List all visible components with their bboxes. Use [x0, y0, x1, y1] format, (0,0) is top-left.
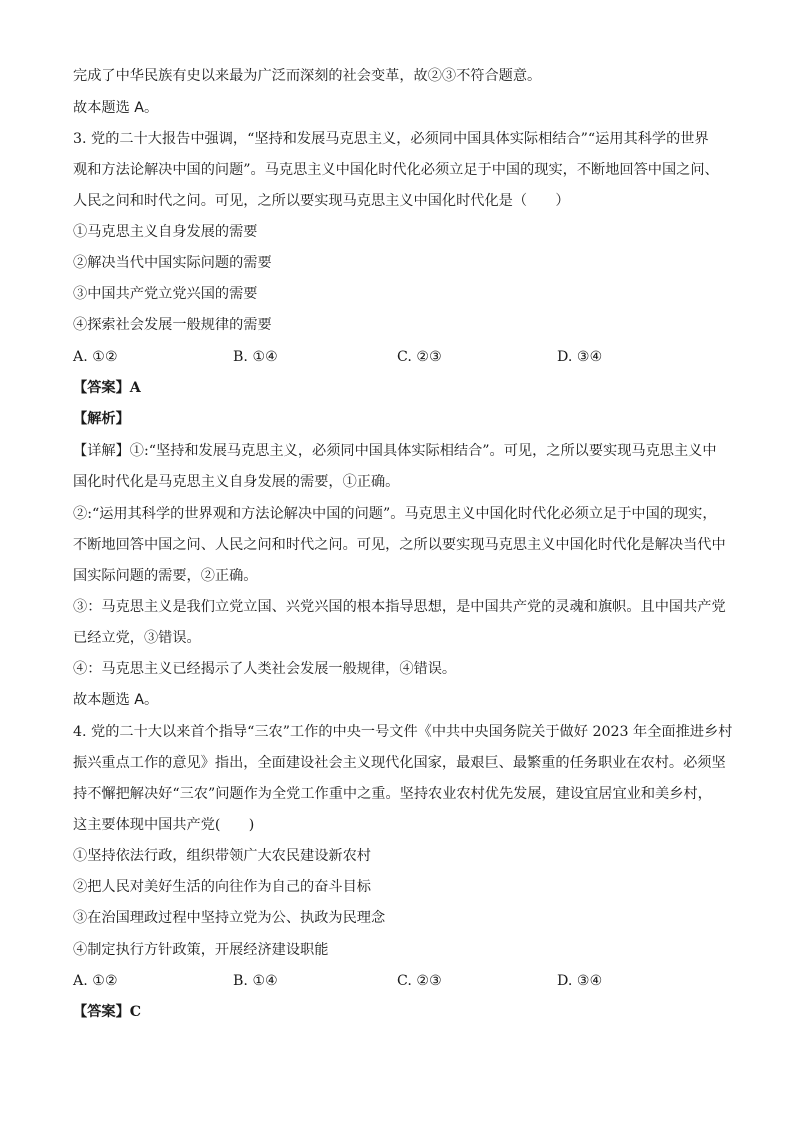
analysis-text: ④：马克思主义已经揭示了人类社会发展一般规律，④错误。: [73, 661, 457, 677]
question-3-item: ①马克思主义自身发展的需要: [73, 224, 258, 240]
question-3-option-b: B. ①④: [233, 349, 278, 365]
analysis-label: 【解析】: [73, 411, 130, 427]
question-4-stem: 振兴重点工作的意见》指出，全面建设社会主义现代化国家，最艰巨、最繁重的任务职业在农村。必须坚: [73, 755, 726, 771]
question-3-option-d: D. ③④: [557, 349, 603, 365]
analysis-text: 不断地回答中国之问、人民之问和时代之问。可见，之所以要实现马克思主义中国化时代化是解决当代中: [73, 537, 726, 553]
conclusion-line: 故本题选 A。: [73, 692, 159, 708]
text-line: 完成了中华民族有史以来最为广泛而深刻的社会变革，故②③不符合题意。: [73, 68, 542, 84]
question-4-item: ①坚持依法行政，组织带领广大农民建设新农村: [73, 848, 371, 864]
question-3-item: ③中国共产党立党兴国的需要: [73, 286, 258, 302]
question-4-stem: 持不懈把解决好“三农”问题作为全党工作重中之重。坚持农业农村优先发展，建设宜居宜业和美乡村，: [73, 786, 712, 802]
analysis-text: ③：马克思主义是我们立党立国、兴党兴国的根本指导思想，是中国共产党的灵魂和旗帜。且中国共产党: [73, 599, 726, 615]
analysis-text: 国化时代化是马克思主义自身发展的需要，①正确。: [73, 474, 400, 490]
question-3-stem: 人民之问和时代之问。可见，之所以要实现马克思主义中国化时代化是（ ）: [73, 193, 570, 209]
answer-label: 【答案】C: [73, 1004, 142, 1020]
question-4-item: ②把人民对美好生活的向往作为自己的奋斗目标: [73, 879, 371, 895]
answer-label: 【答案】A: [73, 380, 141, 396]
analysis-text: 【详解】①:“坚持和发展马克思主义，必须同中国具体实际相结合”。可见，之所以要实现马克思主义中: [73, 443, 717, 459]
question-4-option-c: C. ②③: [397, 973, 442, 989]
question-3-item: ④探索社会发展一般规律的需要: [73, 317, 272, 333]
analysis-text: ②:“运用其科学的世界观和方法论解决中国的问题”。马克思主义中国化时代化必须立足于中国的现实，: [73, 506, 717, 522]
question-4-option-a: A. ①②: [73, 973, 118, 989]
question-3-stem: 3. 党的二十大报告中强调，“坚持和发展马克思主义，必须同中国具体实际相结合”“运用其科学的世界: [73, 131, 709, 147]
question-4-stem: 这主要体现中国共产党( ): [73, 817, 255, 833]
conclusion-line: 故本题选 A。: [73, 100, 159, 116]
question-3-option-a: A. ①②: [73, 349, 118, 365]
question-4-option-b: B. ①④: [233, 973, 278, 989]
question-4-stem: 4. 党的二十大以来首个指导“三农”工作的中央一号文件《中共中央国务院关于做好 2023 年全面推进乡村: [73, 724, 733, 740]
question-4-item: ③在治国理政过程中坚持立党为公、执政为民理念: [73, 910, 386, 926]
analysis-text: 国实际问题的需要，②正确。: [73, 568, 258, 584]
question-4-option-d: D. ③④: [557, 973, 603, 989]
question-3-option-c: C. ②③: [397, 349, 442, 365]
analysis-text: 已经立党，③错误。: [73, 630, 201, 646]
question-3-stem: 观和方法论解决中国的问题”。马克思主义中国化时代化必须立足于中国的现实，不断地回答中国之问、: [73, 162, 719, 178]
question-4-item: ④制定执行方针政策，开展经济建设职能: [73, 942, 329, 958]
question-3-item: ②解决当代中国实际问题的需要: [73, 255, 272, 271]
